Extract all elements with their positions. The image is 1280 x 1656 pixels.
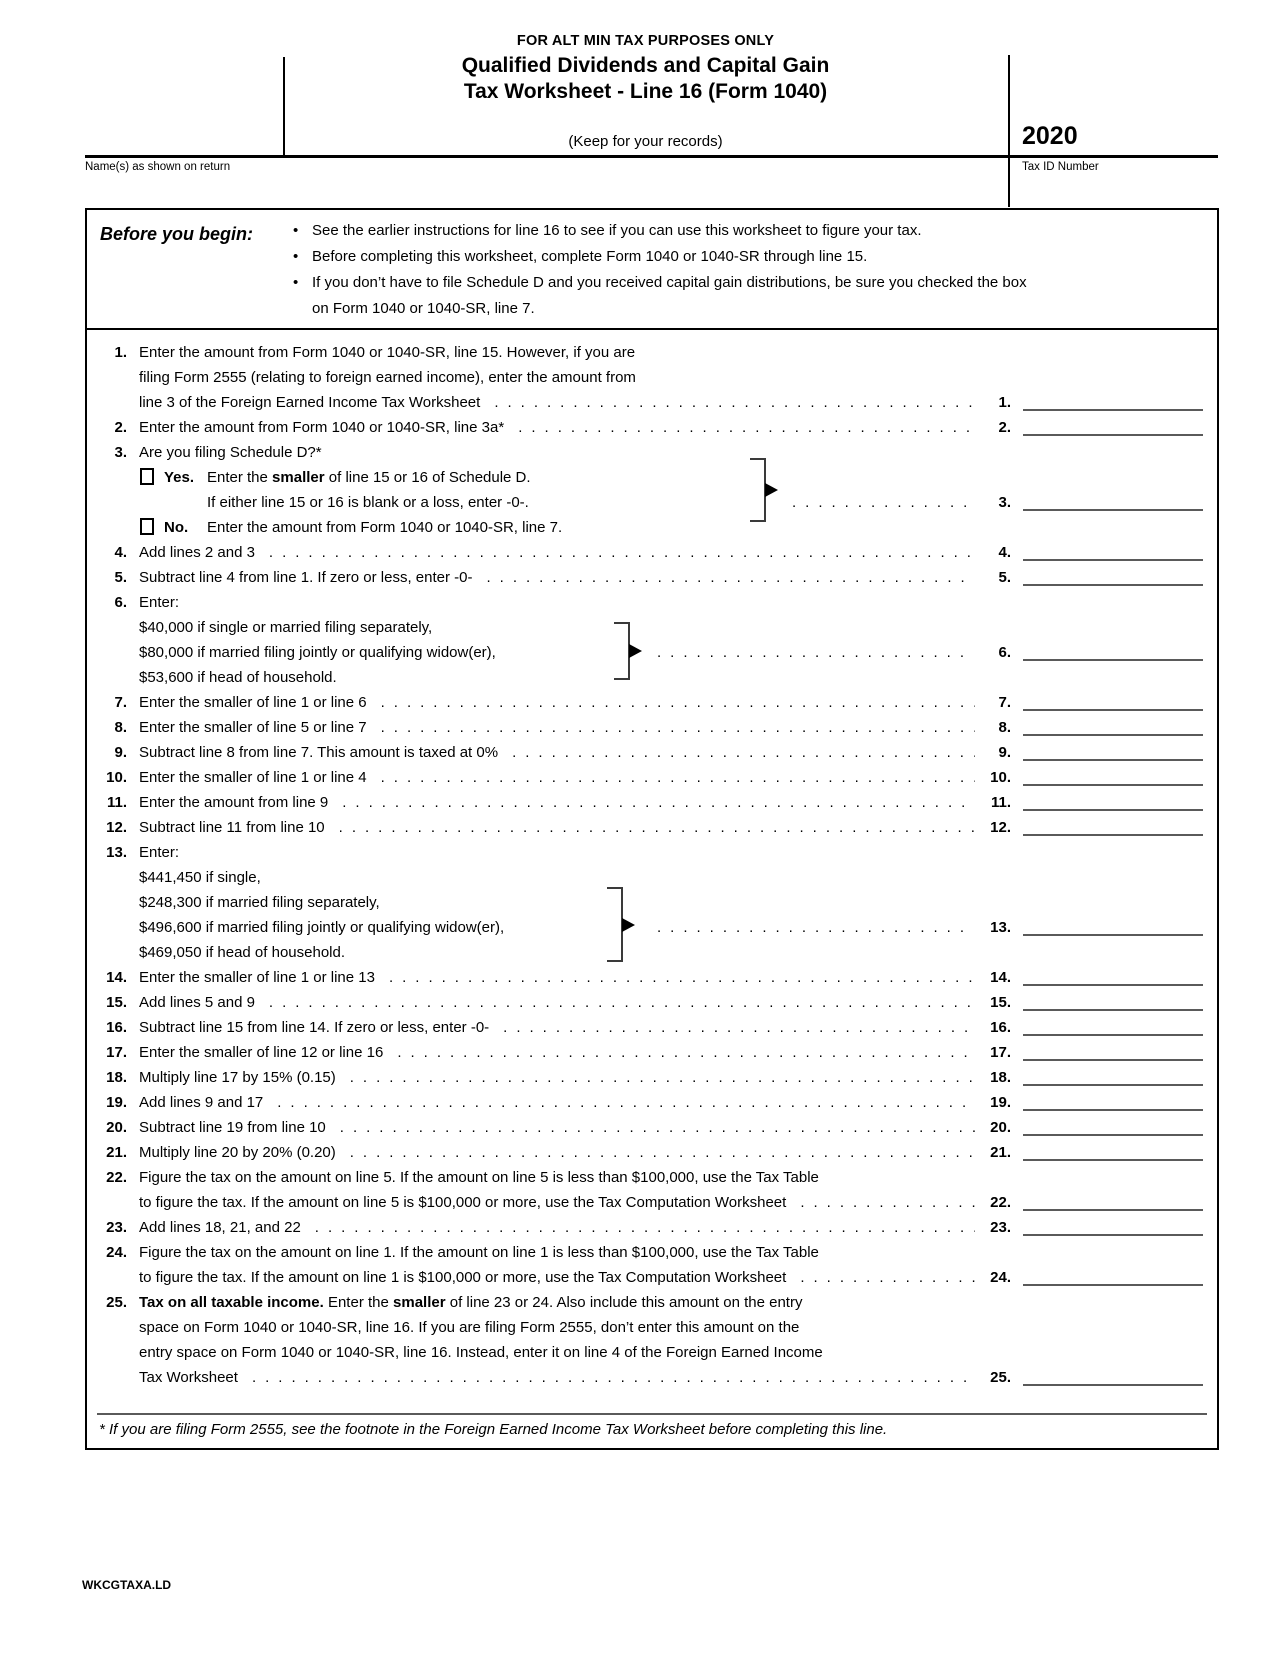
- line-14-row: [87, 965, 1217, 990]
- dot-leader: [383, 1040, 975, 1065]
- line-12-row: [87, 815, 1217, 840]
- line-16-entry[interactable]: [1023, 1015, 1203, 1036]
- line-3-yes-row: [87, 465, 1217, 490]
- line-text: Enter:: [139, 844, 180, 861]
- line-ref: 15.: [990, 994, 1011, 1011]
- line-text: [196, 465, 531, 490]
- line-text: Figure the tax on the amount on line 5. If the amount on line 5 is less than $100,000, use the Tax Table: [139, 1169, 819, 1186]
- form-title-line1: Qualified Dividends and Capital Gain: [461, 54, 830, 77]
- dot-leader: [786, 1190, 975, 1215]
- line-ref: 19.: [990, 1094, 1011, 1111]
- line-text: Multiply line 20 by 20% (0.20): [139, 1144, 336, 1161]
- yes-label: Yes.: [164, 469, 195, 486]
- line-text: Add lines 9 and 17: [139, 1094, 264, 1111]
- line-number: 17.: [106, 1044, 127, 1061]
- grouping-bracket: [750, 458, 766, 522]
- tax-id-label: Tax ID Number: [1022, 161, 1099, 173]
- line-text: Enter the smaller of line 5 or line 7: [139, 719, 367, 736]
- line-ref: 17.: [990, 1044, 1011, 1061]
- line-text: Enter the amount from Form 1040 or 1040-SR, line 15. However, if you are: [139, 344, 636, 361]
- line-23-row: [87, 1215, 1217, 1240]
- footnote-divider: [97, 1413, 1207, 1415]
- header-rule: [85, 155, 1218, 158]
- line-19-entry[interactable]: [1023, 1090, 1203, 1111]
- line-22-row-cont: [87, 1190, 1217, 1215]
- line-ref: 13.: [990, 919, 1011, 936]
- line-13-group: [87, 840, 1217, 965]
- line-13-option-row: [87, 915, 1217, 940]
- line-15-row: [87, 990, 1217, 1015]
- line-10-entry[interactable]: [1023, 765, 1203, 786]
- line-ref: 23.: [990, 1219, 1011, 1236]
- line-text: $496,600 if married filing jointly or qualifying widow(er),: [139, 919, 505, 936]
- line-number: 9.: [114, 744, 127, 761]
- name-field[interactable]: [85, 173, 985, 207]
- dot-leader: [238, 1365, 975, 1390]
- form-header: [283, 33, 1008, 105]
- line-text: $469,050 if head of household.: [139, 944, 346, 961]
- dot-leader: [472, 565, 975, 590]
- bullet-icon: •: [293, 274, 299, 291]
- line-number: 13.: [106, 844, 127, 861]
- line-6-entry[interactable]: [1023, 640, 1203, 661]
- line-number: 11.: [106, 794, 127, 811]
- line-text: Are you filing Schedule D?*: [139, 444, 322, 461]
- dot-leader: [263, 1090, 975, 1115]
- line-number: 4.: [114, 544, 127, 561]
- grouping-bracket: [607, 887, 623, 962]
- line-ref: 21.: [990, 1144, 1011, 1161]
- line-text: [127, 1290, 802, 1315]
- dot-leader: [480, 390, 975, 415]
- line-21-row: [87, 1140, 1217, 1165]
- line-number: 21.: [106, 1144, 127, 1161]
- line-text: entry space on Form 1040 or 1040-SR, line 16. Instead, enter it on line 4 of the Foreign Earned Income: [139, 1344, 823, 1361]
- dot-leader: [489, 1015, 975, 1040]
- line-text: Figure the tax on the amount on line 1. If the amount on line 1 is less than $100,000, use the Tax Table: [139, 1244, 819, 1261]
- line-2-row: [87, 415, 1217, 440]
- tax-id-field[interactable]: [1022, 173, 1218, 207]
- line-ref: 16.: [990, 1019, 1011, 1036]
- line-text: to figure the tax. If the amount on line 5 is $100,000 or more, use the Tax Computation Worksheet: [139, 1194, 787, 1211]
- text-segment-bold: smaller: [393, 1294, 446, 1311]
- line-ref: 24.: [990, 1269, 1011, 1286]
- line-number: 18.: [106, 1069, 127, 1086]
- line-ref: 20.: [990, 1119, 1011, 1136]
- line-3-entry[interactable]: [1023, 490, 1203, 511]
- line-2-entry[interactable]: [1023, 415, 1203, 436]
- dot-leader: [255, 990, 975, 1015]
- line-17-row: [87, 1040, 1217, 1065]
- line-text: Enter the smaller of line 1 or line 4: [139, 769, 367, 786]
- line-text: $53,600 if head of household.: [139, 669, 337, 686]
- line-6-option-row: [87, 640, 1217, 665]
- line-13-row: [87, 840, 1217, 865]
- dot-leader: [367, 765, 975, 790]
- bullet-text: Before completing this worksheet, complete Form 1040 or 1040-SR through line 15.: [312, 248, 868, 265]
- line-number: 12.: [106, 819, 127, 836]
- dot-leader: [367, 715, 975, 740]
- line-20-row: [87, 1115, 1217, 1140]
- line-6-option-row: [87, 615, 1217, 640]
- line-1-row: [87, 340, 1217, 365]
- line-text: Tax Worksheet: [139, 1369, 238, 1386]
- section-divider: [87, 328, 1217, 330]
- line-24-entry[interactable]: [1023, 1265, 1203, 1286]
- line-text: $40,000 if single or married filing separately,: [139, 619, 433, 636]
- line-20-entry[interactable]: [1023, 1115, 1203, 1136]
- line-number: 16.: [106, 1019, 127, 1036]
- line-24-row-cont: [87, 1265, 1217, 1290]
- line-text: $441,450 if single,: [139, 869, 261, 886]
- bullet-text: on Form 1040 or 1040-SR, line 7.: [312, 300, 535, 317]
- text-segment: of line 15 or 16 of Schedule D.: [324, 469, 531, 486]
- line-text: Subtract line 4 from line 1. If zero or less, enter -0-: [139, 569, 473, 586]
- line-text: Enter the amount from Form 1040 or 1040-SR, line 3a*: [139, 419, 505, 436]
- bullet-item: [293, 244, 1207, 270]
- line-22-row: [87, 1165, 1217, 1190]
- line-1-row-cont: [87, 390, 1217, 415]
- header-divider-right: [1008, 55, 1010, 207]
- line-13-option-row: [87, 865, 1217, 890]
- line-ref: 4.: [998, 544, 1011, 561]
- line-ref: 5.: [998, 569, 1011, 586]
- line-number: 7.: [114, 694, 127, 711]
- line-text: Subtract line 8 from line 7. This amount is taxed at 0%: [139, 744, 499, 761]
- dot-leader: [336, 1065, 975, 1090]
- line-text: Enter the amount from line 9: [139, 794, 329, 811]
- line-25-row-cont: [87, 1365, 1217, 1390]
- dot-leader: [498, 740, 975, 765]
- line-number: 14.: [106, 969, 127, 986]
- line-ref: 3.: [998, 494, 1011, 511]
- line-text: Subtract line 19 from line 10: [139, 1119, 326, 1136]
- line-text: Enter:: [139, 594, 180, 611]
- line-25-entry[interactable]: [1023, 1365, 1203, 1386]
- line-9-entry[interactable]: [1023, 740, 1203, 761]
- dot-leader: [367, 690, 975, 715]
- line-5-entry[interactable]: [1023, 565, 1203, 586]
- line-number: 20.: [106, 1119, 127, 1136]
- line-1-row-cont: [87, 365, 1217, 390]
- line-number: 6.: [114, 594, 127, 611]
- dot-leader: [326, 1115, 975, 1140]
- line-number: 8.: [114, 719, 127, 736]
- dot-leader: [786, 1265, 975, 1290]
- right-arrow-icon: [765, 483, 778, 497]
- line-14-entry[interactable]: [1023, 965, 1203, 986]
- line-number: 19.: [106, 1094, 127, 1111]
- right-arrow-icon: [629, 644, 642, 658]
- dot-leader: [255, 540, 975, 565]
- line-text: If either line 15 or 16 is blank or a loss, enter -0-.: [207, 494, 529, 511]
- schedule-d-no-checkbox[interactable]: [140, 518, 154, 535]
- line-7-row: [87, 690, 1217, 715]
- schedule-d-yes-checkbox[interactable]: [140, 468, 154, 485]
- right-arrow-icon: [622, 918, 635, 932]
- line-11-entry[interactable]: [1023, 790, 1203, 811]
- bullet-item: [293, 218, 1207, 244]
- line-ref: 12.: [990, 819, 1011, 836]
- line-13-option-row: [87, 940, 1217, 965]
- line-number: 10.: [106, 769, 127, 786]
- dot-leader: [657, 640, 971, 665]
- line-8-entry[interactable]: [1023, 715, 1203, 736]
- line-3-cont-row: [87, 490, 1217, 515]
- line-number: 25.: [106, 1294, 127, 1311]
- line-ref: 8.: [998, 719, 1011, 736]
- line-text: Enter the smaller of line 1 or line 13: [139, 969, 375, 986]
- line-text: line 3 of the Foreign Earned Income Tax Worksheet: [139, 394, 481, 411]
- header-divider-left: [283, 57, 285, 157]
- line-24-row: [87, 1240, 1217, 1265]
- line-ref: 6.: [998, 644, 1011, 661]
- line-ref: 18.: [990, 1069, 1011, 1086]
- line-22-entry[interactable]: [1023, 1190, 1203, 1211]
- line-number: 15.: [106, 994, 127, 1011]
- line-3-row: [87, 440, 1217, 465]
- line-number: 5.: [114, 569, 127, 586]
- line-6-row: [87, 590, 1217, 615]
- line-15-entry[interactable]: [1023, 990, 1203, 1011]
- no-label: No.: [164, 519, 189, 536]
- line-25-row: [87, 1290, 1217, 1315]
- text-segment: Enter the: [207, 469, 273, 486]
- line-17-entry[interactable]: [1023, 1040, 1203, 1061]
- line-text: Multiply line 17 by 15% (0.15): [139, 1069, 336, 1086]
- line-text: Enter the smaller of line 12 or line 16: [139, 1044, 384, 1061]
- line-text: Subtract line 15 from line 14. If zero or less, enter -0-: [139, 1019, 490, 1036]
- line-number: 1.: [114, 344, 127, 361]
- line-21-entry[interactable]: [1023, 1140, 1203, 1161]
- line-number: 23.: [106, 1219, 127, 1236]
- dot-leader: [301, 1215, 975, 1240]
- line-ref: 7.: [998, 694, 1011, 711]
- alt-min-banner: FOR ALT MIN TAX PURPOSES ONLY: [516, 33, 775, 49]
- form-title-line2: Tax Worksheet - Line 16 (Form 1040): [463, 80, 828, 103]
- line-11-row: [87, 790, 1217, 815]
- line-18-entry[interactable]: [1023, 1065, 1203, 1086]
- line-10-row: [87, 765, 1217, 790]
- line-text: Add lines 18, 21, and 22: [139, 1219, 301, 1236]
- before-you-begin-label: Before you begin:: [100, 224, 254, 244]
- line-number: 24.: [106, 1244, 127, 1261]
- keep-for-records-note: (Keep for your records): [568, 133, 723, 150]
- tax-year: 2020: [1022, 122, 1078, 150]
- line-text: Enter the smaller of line 1 or line 6: [139, 694, 367, 711]
- grouping-bracket: [614, 622, 630, 680]
- line-ref: 9.: [998, 744, 1011, 761]
- line-ref: 1.: [998, 394, 1011, 411]
- line-ref: 2.: [998, 419, 1011, 436]
- line-text: space on Form 1040 or 1040-SR, line 16. If you are filing Form 2555, don’t enter this amount on the: [139, 1319, 800, 1336]
- line-23-entry[interactable]: [1023, 1215, 1203, 1236]
- line-text: $248,300 if married filing separately,: [139, 894, 380, 911]
- line-text: filing Form 2555 (relating to foreign earned income), enter the amount from: [139, 369, 636, 386]
- form-code: WKCGTAXA.LD: [82, 1578, 172, 1592]
- bullet-item-continuation: [293, 296, 1207, 322]
- dot-leader: [325, 815, 975, 840]
- line-text: Subtract line 11 from line 10: [139, 819, 325, 836]
- line-6-option-row: [87, 665, 1217, 690]
- text-segment-bold: smaller: [272, 469, 325, 486]
- line-1-entry[interactable]: [1023, 390, 1203, 411]
- line-12-entry[interactable]: [1023, 815, 1203, 836]
- dot-leader: [375, 965, 975, 990]
- dot-leader: [504, 415, 975, 440]
- before-you-begin-list: [293, 218, 1207, 322]
- worksheet-box: [85, 208, 1219, 1450]
- line-text: Add lines 2 and 3: [139, 544, 255, 561]
- line-13-option-row: [87, 890, 1217, 915]
- worksheet-lines: [87, 340, 1217, 1390]
- line-text: Enter the amount from Form 1040 or 1040-SR, line 7.: [207, 519, 563, 536]
- dot-leader: [792, 490, 971, 515]
- line-ref: 10.: [990, 769, 1011, 786]
- line-4-entry[interactable]: [1023, 540, 1203, 561]
- bullet-icon: •: [293, 248, 299, 265]
- line-ref: 25.: [990, 1369, 1011, 1386]
- line-5-row: [87, 565, 1217, 590]
- text-segment-bold: Tax on all taxable income.: [139, 1294, 324, 1311]
- line-13-entry[interactable]: [1023, 915, 1203, 936]
- line-25-row-cont: [87, 1315, 1217, 1340]
- line-text: $80,000 if married filing jointly or qualifying widow(er),: [139, 644, 496, 661]
- bullet-item: [293, 270, 1207, 296]
- line-text: to figure the tax. If the amount on line 1 is $100,000 or more, use the Tax Computation Worksheet: [139, 1269, 787, 1286]
- line-9-row: [87, 740, 1217, 765]
- dot-leader: [328, 790, 975, 815]
- line-7-entry[interactable]: [1023, 690, 1203, 711]
- dot-leader: [657, 915, 971, 940]
- line-6-group: [87, 590, 1217, 690]
- text-segment: of line 23 or 24. Also include this amount on the entry: [445, 1294, 803, 1311]
- line-3-no-row: [87, 515, 1217, 540]
- line-25-row-cont: [87, 1340, 1217, 1365]
- bullet-text: See the earlier instructions for line 16 to see if you can use this worksheet to figure your tax.: [312, 222, 922, 239]
- line-16-row: [87, 1015, 1217, 1040]
- line-8-row: [87, 715, 1217, 740]
- text-segment: Enter the: [323, 1294, 394, 1311]
- line-ref: 11.: [990, 794, 1011, 811]
- bullet-text: If you don’t have to file Schedule D and you received capital gain distributions, be sure you checked the box: [312, 274, 1027, 291]
- line-ref: 14.: [990, 969, 1011, 986]
- line-number: 2.: [114, 419, 127, 436]
- line-18-row: [87, 1065, 1217, 1090]
- name-label: Name(s) as shown on return: [85, 161, 231, 173]
- line-number: 22.: [106, 1169, 127, 1186]
- line-4-row: [87, 540, 1217, 565]
- footnote: * If you are filing Form 2555, see the footnote in the Foreign Earned Income Tax Worksheet before completing this line.: [99, 1421, 888, 1438]
- line-3-group: [87, 440, 1217, 540]
- form-title: [283, 53, 1008, 105]
- bullet-icon: •: [293, 222, 299, 239]
- line-19-row: [87, 1090, 1217, 1115]
- line-text: Add lines 5 and 9: [139, 994, 255, 1011]
- dot-leader: [336, 1140, 975, 1165]
- line-ref: 22.: [990, 1194, 1011, 1211]
- line-number: 3.: [114, 444, 127, 461]
